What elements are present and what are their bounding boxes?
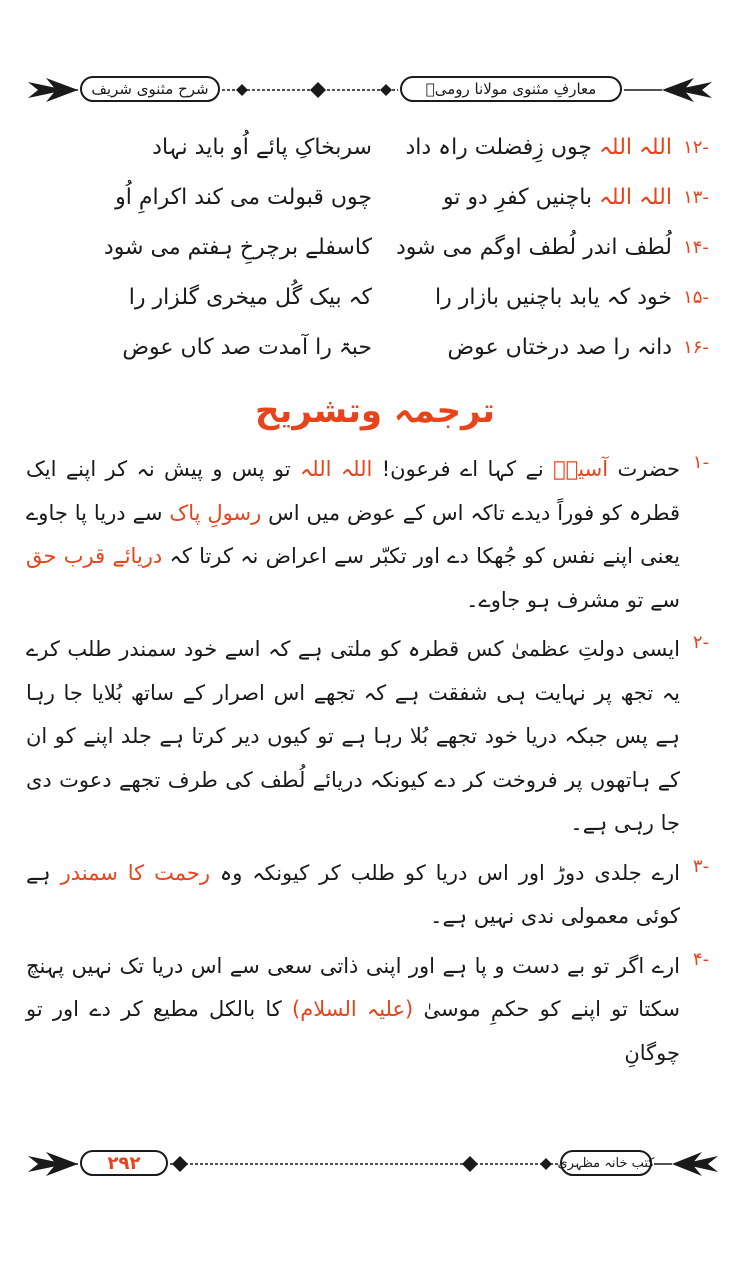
header-book-title: معارفِ مثنوی مولانا رومیؒ bbox=[400, 76, 622, 102]
paragraph-text bbox=[26, 448, 680, 622]
verse-text: چوں زِفضلت راہ داد bbox=[405, 134, 600, 160]
verse-first-hemistich bbox=[372, 235, 672, 260]
paragraph-text bbox=[26, 945, 680, 1076]
verse-second-hemistich: چوں قبولت می کند اکرامِ اُو bbox=[115, 184, 372, 210]
verse-first-hemistich bbox=[372, 335, 672, 360]
paragraph-segment: ایسی دولتِ عظمیٰ کس قطرہ کو ملتی ہے کہ اسے خود سمندر طلب کرے یہ تجھ پر نہایت ہی شفقت ہے کہ تجھے اس اصرار کے ساتھ بُلایا جا رہا ہے پس جبکہ دریا خود تجھے بُلا رہا ہے تو کیوں دیر کرتا ہے جلد اپنے کو ان کے ہاتھوں پر فروخت کر دے کیونکہ دریائے لُطف کی طرف تجھے دعوت دی جا رہی ہے۔ bbox=[26, 637, 680, 835]
verse-row bbox=[40, 322, 720, 372]
paragraph-segment: حضرت bbox=[608, 457, 680, 481]
paragraph-number: ۴- bbox=[692, 948, 710, 970]
verse-text: خود کہ یابد باچنیں بازار را bbox=[435, 284, 672, 310]
paragraph-segment: ارے اگر تو بے دست و پا ہے اور اپنی ذاتی سعی سے اس دریا تک نہیں پہنچ سکتا تو اپنے کو حکمِ موسیٰ bbox=[26, 953, 680, 1021]
verse-first-hemistich bbox=[372, 135, 672, 160]
paragraph-text bbox=[26, 852, 680, 939]
verse-list bbox=[40, 122, 720, 372]
commentary-paragraph bbox=[26, 945, 722, 1076]
verse-text: باچنیں کفرِ دو تو bbox=[442, 184, 600, 210]
verse-row bbox=[40, 222, 720, 272]
publisher-label: کتب خانہ مظہری bbox=[560, 1150, 652, 1176]
commentary-paragraph bbox=[26, 852, 722, 939]
verse-first-hemistich bbox=[372, 285, 672, 310]
footer-bar bbox=[22, 1146, 722, 1182]
highlighted-term: دریائے قرب حق bbox=[26, 544, 163, 568]
highlighted-term: رحمت کا سمندر bbox=[60, 860, 210, 885]
section-title: ترجمہ وتشریح bbox=[255, 391, 495, 431]
page-number: ۲۹۲ bbox=[80, 1150, 168, 1176]
verse-row bbox=[40, 272, 720, 322]
paragraph-text bbox=[26, 628, 680, 846]
verse-highlight: اللہ اللہ bbox=[599, 184, 672, 210]
verse-first-hemistich bbox=[372, 185, 672, 210]
paragraph-segment: ارے جلدی دوڑ اور اس دریا کو طلب کر کیونکہ وہ bbox=[209, 860, 681, 885]
paragraph-segment: نے کہا اے فرعون! bbox=[372, 457, 554, 481]
verse-number: ۱۲- bbox=[683, 136, 709, 158]
verse-text: دانہ را صد درختاں عوض bbox=[447, 334, 672, 360]
verse-second-hemistich: حبۃ را آمدت صد کاں عوض bbox=[122, 334, 372, 360]
paragraph-segment: سے تو مشرف ہو جاوے۔ bbox=[466, 587, 680, 612]
verse-highlight: اللہ اللہ bbox=[599, 134, 672, 160]
verse-second-hemistich: کہ بیک گُل میخری گلزار را bbox=[128, 284, 372, 310]
verse-row bbox=[40, 122, 720, 172]
paragraph-segment: سے دریا پا جاوے یعنی اپنے نفس کو جُھکا دے اور تکبّر سے اعراض نہ کرتا کہ bbox=[26, 500, 680, 568]
highlighted-term: اللہ اللہ bbox=[299, 457, 373, 481]
paragraph-number: ۲- bbox=[692, 632, 710, 653]
commentary bbox=[26, 448, 722, 1081]
verse-number: ۱۵- bbox=[683, 286, 709, 308]
verse-second-hemistich: سربخاکِ پائے اُو باید نہاد bbox=[152, 134, 372, 160]
verse-text: لُطف اندر لُطف اوگم می شود bbox=[396, 234, 672, 260]
commentary-paragraph bbox=[26, 628, 722, 846]
highlighted-term: (علیہ السلام) bbox=[292, 997, 414, 1021]
highlighted-term: آسیہؓ bbox=[553, 457, 609, 481]
paragraph-segment: ہے کوئی معمولی ندی نہیں ہے۔ bbox=[26, 860, 680, 928]
verse-row bbox=[40, 172, 720, 222]
paragraph-segment: تو پس و پیش نہ کر اپنے ایک قطرہ کو فوراً دیدے تاکہ اس کے عوض میں اس bbox=[26, 457, 680, 525]
verse-number: ۱۴- bbox=[683, 236, 709, 258]
paragraph-number: ۳- bbox=[692, 855, 710, 877]
verse-second-hemistich: کاسفلے برچرخِ ہفتم می شود bbox=[103, 234, 372, 260]
highlighted-term: رسولِ پاک bbox=[169, 500, 262, 525]
header-series-title: شرح مثنوی شریف bbox=[80, 76, 220, 102]
header-bar bbox=[22, 72, 722, 108]
verse-number: ۱۶- bbox=[683, 336, 709, 358]
paragraph-number: ۱- bbox=[692, 452, 710, 473]
paragraph-segment: کا بالکل مطیع کر دے اور تو چوگانِ bbox=[26, 997, 680, 1065]
verse-number: ۱۳- bbox=[683, 186, 709, 208]
commentary-paragraph bbox=[26, 448, 722, 622]
